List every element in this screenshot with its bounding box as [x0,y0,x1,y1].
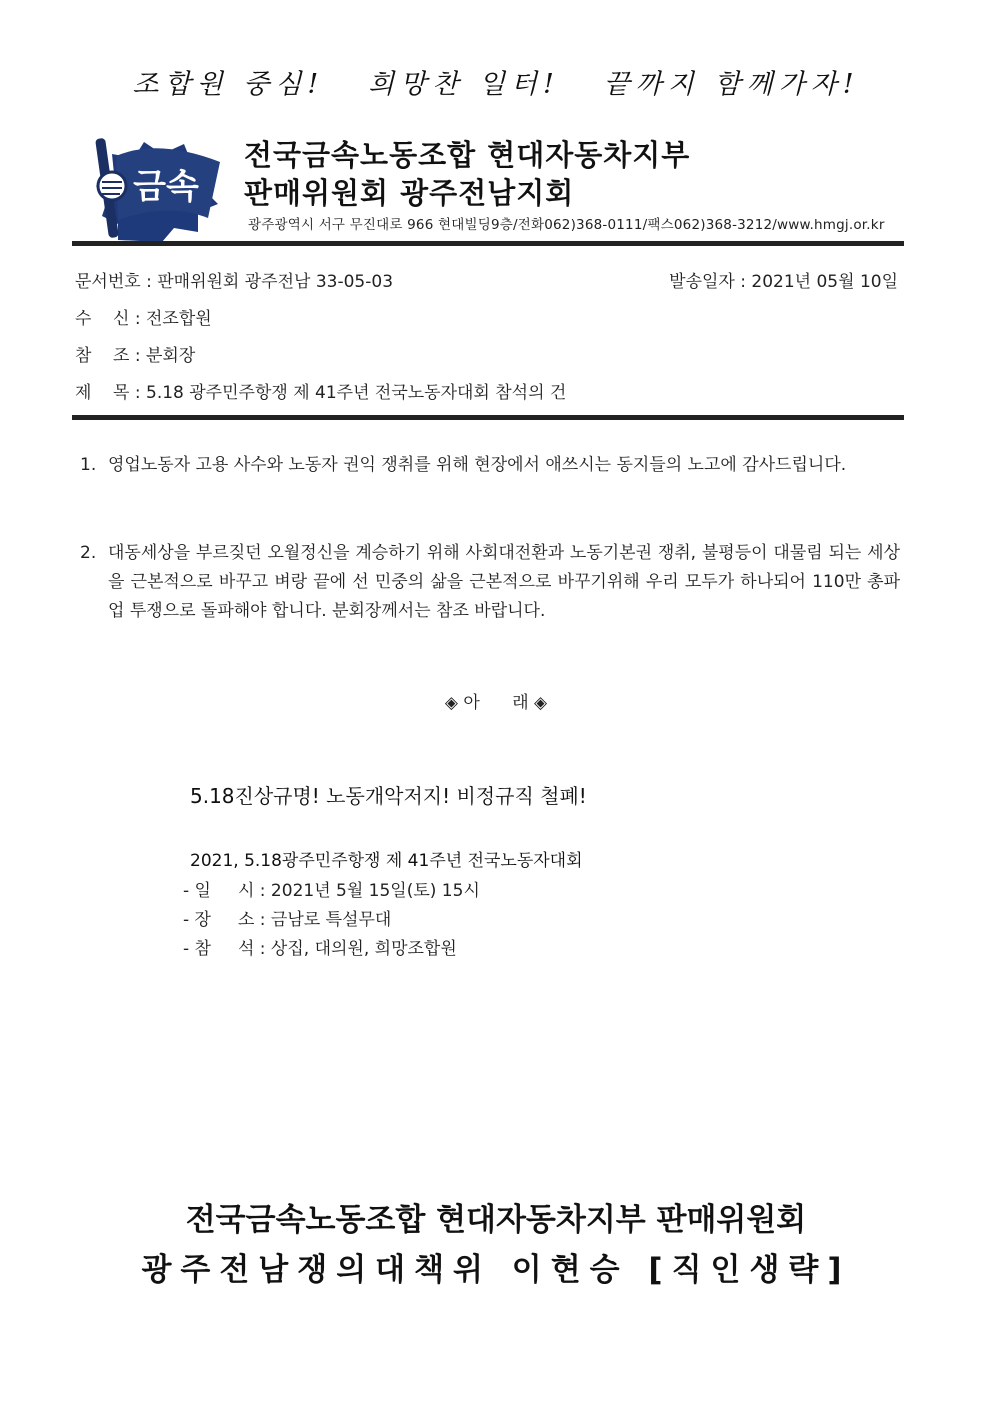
send-date: 2021년 05월 10일 [751,272,898,292]
org-name-line2: 판매위원회 광주전남지회 [244,176,575,210]
event-place: - 장 소 : 금남로 특설무대 [183,910,392,930]
doc-number: 판매위원회 광주전남 33-05-03 [157,272,394,292]
union-logo-icon [88,128,224,244]
recipient-row [75,304,212,329]
paragraph-2 [80,539,900,626]
logo-text: 금속 [133,167,199,207]
footer-signature: 광주전남쟁의대책위 이현승 [직인생략] [141,1252,851,1288]
reference-label: 참 조 : [75,346,146,366]
notice-headline: 5.18진상규명! 노동개악저지! 비정규직 철폐! [190,784,587,808]
paragraph-2-text: 대동세상을 부르짖던 오월정신을 계승하기 위해 사회대전환과 노동기본권 쟁취, 불평등이 대물림 되는 세상을 근본적으로 바꾸고 벼랑 끝에 선 민중의 삶을 근본적으로 바꾸기위해 우리 모두가 하나되어 110만 총파업 투쟁으로 돌파해야 합니다. 분회장께서는 참조 바랍니다. [108,543,900,621]
paragraph-1 [80,451,900,480]
event-time: - 일 시 : 2021년 5월 15일(토) 15시 [183,881,480,901]
subject: 5.18 광주민주항쟁 제 41주년 전국노동자대회 참석의 건 [146,383,567,403]
doc-number-label: 문서번호 : [75,272,158,292]
recipient-label: 수 신 : [75,309,146,329]
slogan: 조합원 중심! 희망찬 일터! 끝까지 함께가자! [132,69,860,100]
doc-number-row [75,267,393,292]
paragraph-1-text: 영업노동자 고용 사수와 노동자 권익 쟁취를 위해 현장에서 애쓰시는 동지들의 노고에 감사드립니다. [108,455,847,475]
notice-title: ◈ 아 래 ◈ [444,693,548,713]
org-name-line1: 전국금속노동조합 현대자동차지부 [244,138,691,172]
recipient: 전조합원 [146,309,212,329]
send-date-label: 발송일자 : [669,272,752,292]
event-attendees: - 참 석 : 상집, 대의원, 희망조합원 [183,939,457,959]
org-address: 광주광역시 서구 무진대로 966 현대빌딩9층/전화062)368-0111/팩스062)368-3212/www.hmgj.or.kr [248,217,885,233]
send-date-row [669,267,898,292]
subject-row [75,378,566,403]
footer-org: 전국금속노동조합 현대자동차지부 판매위원회 [185,1202,807,1238]
event-name: 2021, 5.18광주민주항쟁 제 41주년 전국노동자대회 [190,851,583,871]
paragraph-1-number: 1. [80,455,97,475]
reference-row [75,341,195,366]
paragraph-2-number: 2. [80,543,97,563]
meta-divider [72,415,904,420]
subject-label: 제 목 : [75,383,146,403]
header-divider [72,241,904,246]
reference: 분회장 [146,346,196,366]
